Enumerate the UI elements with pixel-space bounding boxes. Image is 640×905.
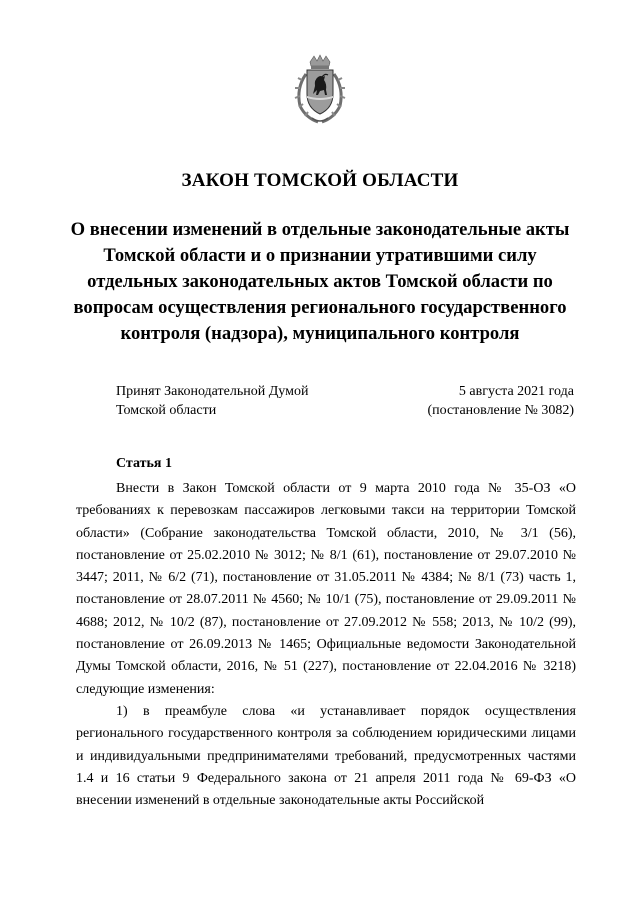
adopted-by-line1: Принят Законодательной Думой [116, 384, 309, 399]
law-title: ЗАКОН ТОМСКОЙ ОБЛАСТИ [181, 170, 459, 191]
article-body [76, 478, 576, 812]
adopted-date: 5 августа 2021 года [458, 384, 574, 399]
adopted-by [116, 382, 308, 420]
paragraph: 1) в преамбуле слова «и устанавливает порядок осуществления регионального государственного контроля за соблюдением юридическими лицами и индивидуальными предпринимателями требований, предусмотренных частями 1.4 и 16 статьи 9 Федерального закона от 21 апреля 2011 года № 69-ФЗ «О внесении изменений в отдельные законодательные акты Российской [76, 703, 576, 809]
law-subject: О внесении изменений в отдельные законодательные акты Томской области и о признании утратившими силу отдельных законодательных актов Томской области по вопросам осуществления регионального государственного контроля (надзора), муниципального контроля [70, 219, 570, 344]
article-heading: Статья 1 [116, 456, 172, 471]
adoption-date-block [427, 382, 574, 420]
resolution-number: (постановление № 3082) [427, 403, 574, 418]
adopted-by-line2: Томской области [116, 403, 217, 418]
tomsk-coat-of-arms-icon [292, 54, 348, 126]
paragraph: Внести в Закон Томской области от 9 марта 2010 года № 35-ОЗ «О требованиях к перевозкам пассажиров легковыми такси на территории Томской области» (Собрание законодательства Томской области, 2010, № 3/1 (56), постановление от 25.02.2010 № 3012; № 8/1 (61), постановление от 29.07.2010 № 3447; 2011, № 6/2 (71), постановление от 31.05.2011 № 4384; № 8/1 (73) часть 1, постановление от 28.07.2011 № 4560; № 10/1 (75), постановление от 29.09.2011 № 4688; 2012, № 10/2 (87), постановление от 27.09.2012 № 558; 2013, № 10/2 (99), постановление от 26.09.2013 № 1465; Официальные ведомости Законодательной Думы Томской области, 2016, № 51 (227), постановление от 22.04.2016 № 3218) следующие изменения: [76, 481, 576, 697]
